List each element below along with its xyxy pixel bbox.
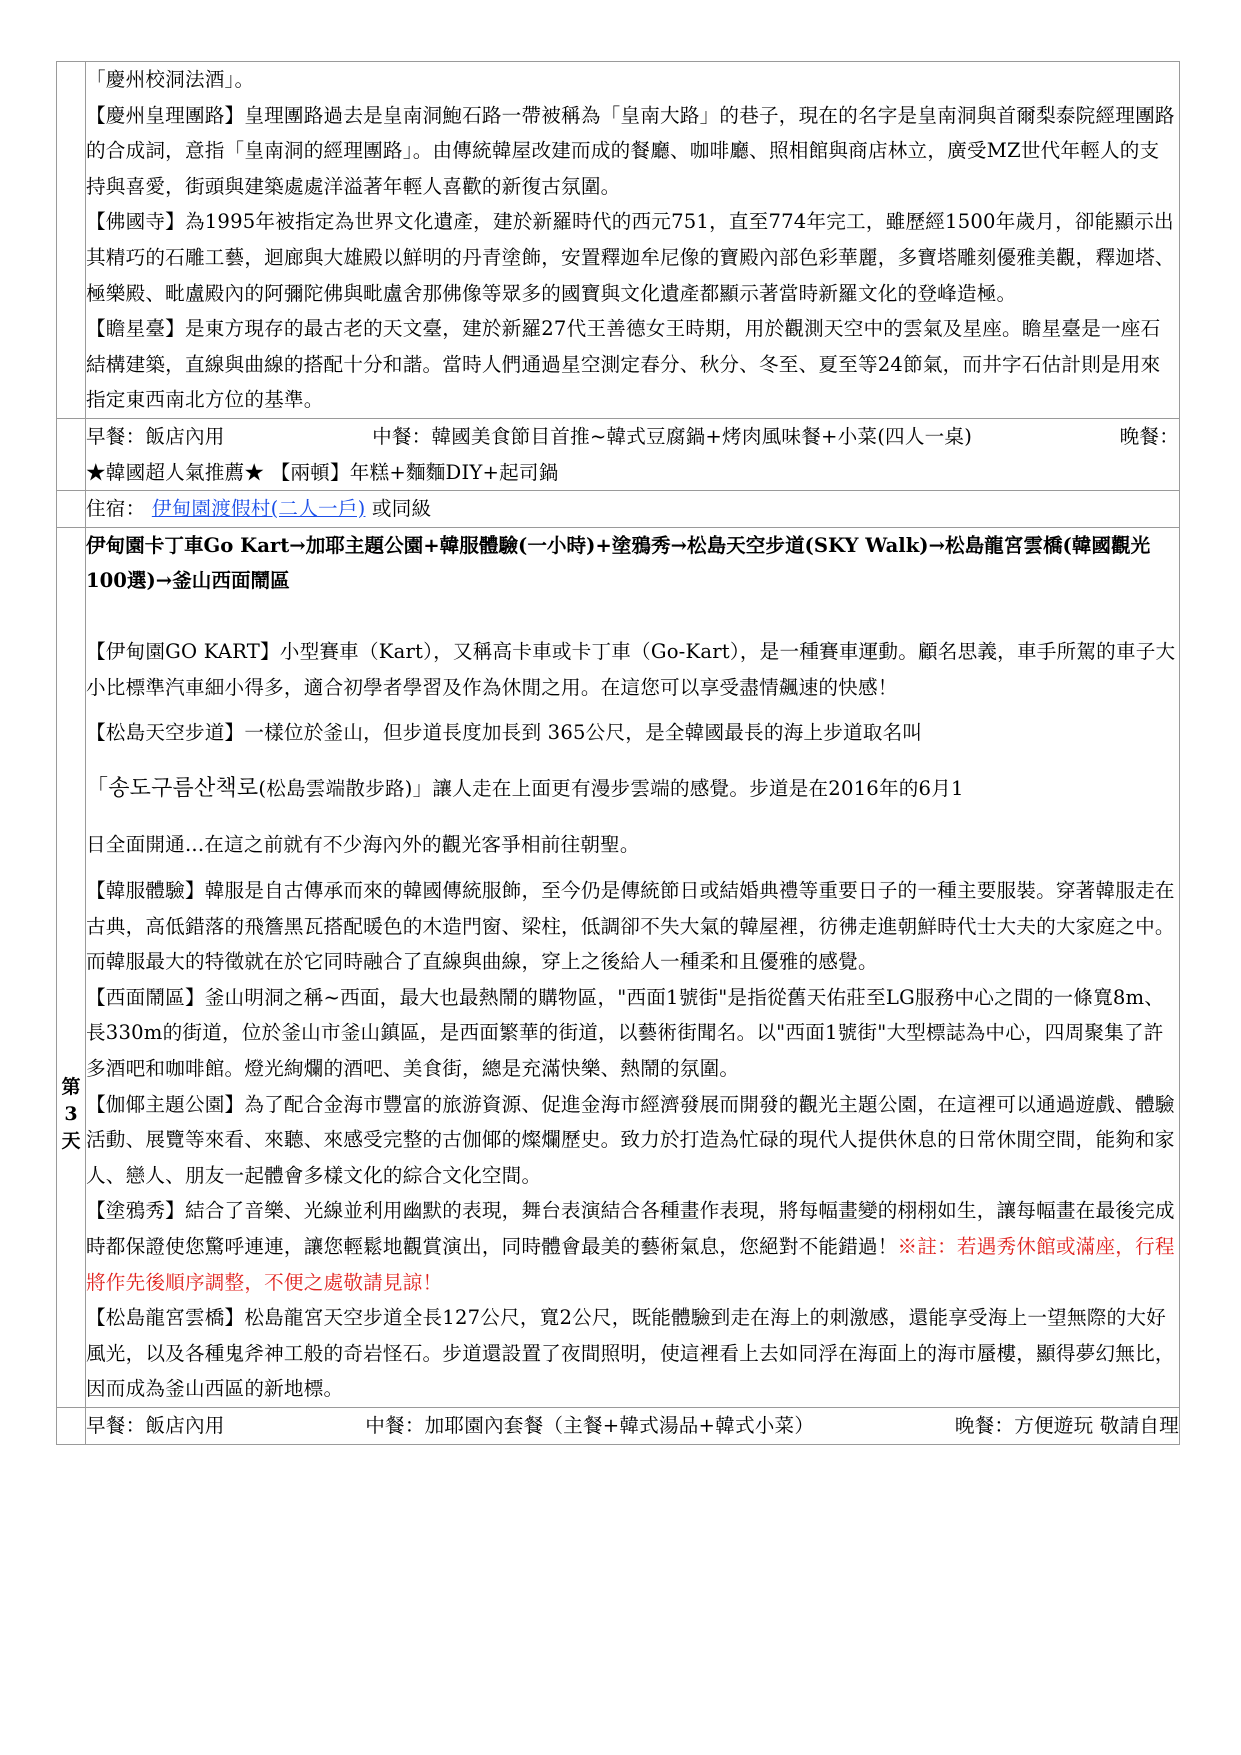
day3-breakfast: 早餐：飯店內用 (86, 1414, 225, 1437)
day3-dinner: 晚餐：方便遊玩 敬請自理 (954, 1414, 1179, 1437)
day3-paragraph-skywalk-open: 日全面開通...在這之前就有不少海內外的觀光客爭相前往朝聖。 (86, 833, 640, 857)
day2-paragraph: 「慶州校洞法酒」。 (86, 68, 255, 91)
day2-breakfast: 早餐：飯店內用 (86, 424, 225, 448)
day3-paragraph-skywalk: 【松島天空步道】一樣位於釜山，但步道長度加長到 365公尺，是全韓國最長的海上步道取名叫 (86, 721, 923, 745)
day2-label-cell (57, 62, 86, 419)
day2-accommodation-cell (86, 491, 1180, 528)
graffiti-note: ※註：若遇秀休館或滿座，行程將作先後順序調整，不便之處敬請見諒！ (86, 1235, 1175, 1294)
day2-description-cell (86, 62, 1180, 419)
day-label-char: 天 (61, 1129, 81, 1152)
graffiti-desc: 【塗鴉秀】結合了音樂、光線並利用幽默的表現，舞台表演結合各種畫作表現，將每幅畫變的栩栩如生，讓每幅畫在最後完成時都保證使您驚呼連連，讓您輕鬆地觀賞演出，同時體會最美的藝術氣息，您絕對不能錯過！ (86, 1199, 1175, 1259)
day3-paragraph-gaya: 【伽倻主題公園】為了配合金海市豐富的旅游資源、促進金海市經濟發展而開發的觀光主題公園，在這裡可以通過遊戲、體驗活動、展覽等來看、來聽、來感受完整的古伽倻的燦爛歷史。致力於打造為忙碌的現代人提供休息的日常休閒空間，能夠和家人、戀人、朋友一起體會多樣文化的綜合文化空間。 (86, 1092, 1175, 1187)
stay-label: 住宿： (86, 497, 146, 521)
day3-paragraph-seomyeon: 【西面鬧區】釜山明洞之稱~西面，最大也最熱鬧的購物區，"西面1號街"是指從舊天佑莊至LG服務中心之間的一條寬8m、長330m的街道，位於釜山市釜山鎮區，是西面繁華的街道，以藝術街聞名。以"西面1號街"大型標誌為中心，四周聚集了許多酒吧和咖啡館。燈光絢爛的酒吧、美食街，總是充滿快樂、熱鬧的氛圍。 (86, 985, 1165, 1081)
day3-label (57, 528, 85, 1155)
day-label-char: 第 (61, 1075, 81, 1098)
hotel-link[interactable]: 伊甸園渡假村(二人一戶) (151, 497, 366, 521)
day3-paragraph-graffiti (86, 1193, 1179, 1300)
day2-paragraph-hwangnidan: 【慶州皇理團路】皇理團路過去是皇南洞鮑石路一帶被稱為「皇南大路」的巷子，現在的名字是皇南洞與首爾梨泰院經理團路的合成詞，意指「皇南洞的經理團路」。由傳統韓屋改建而成的餐廳、咖啡廳、照相館與商店林立，廣受MZ世代年輕人的支持與喜愛，街頭與建築處處洋溢著年輕人喜歡的新復古氛圍。 (86, 103, 1175, 198)
day2-accommodation (86, 491, 1179, 527)
day3-paragraph-yonggung: 【松島龍宮雲橋】松島龍宮天空步道全長127公尺，寬2公尺，既能體驗到走在海上的刺激感，還能享受海上一望無際的大好風光，以及各種鬼斧神工般的奇岩怪石。步道還設置了夜間照明，使這裡看上去如同浮在海面上的海市蜃樓，顯得夢幻無比，因而成為釜山西區的新地標。 (86, 1306, 1175, 1401)
day3-description-cell (86, 527, 1180, 1407)
day2-meals-cell (86, 418, 1180, 490)
day3-label-cell (57, 527, 86, 1407)
day3-meals-row (86, 1408, 1179, 1444)
day3-paragraph-gokart: 【伊甸園GO KART】小型賽車（Kart），又稱高卡車或卡丁車（Go-Kart），是一種賽車運動。顧名思義，車手所駕的車子大小比標準汽車細小得多，適合初學者學習及作為休閒之用。在這您可以享受盡情飆速的快感！ (86, 639, 1176, 699)
itinerary-table (56, 61, 1180, 1445)
day3-meals-cell (86, 1408, 1180, 1445)
day2-paragraph-bulguksa: 【佛國寺】為1995年被指定為世界文化遺產，建於新羅時代的西元751，直至774年完工，雖歷經1500年歲月，卻能顯示出其精巧的石雕工藝，迴廊與大雄殿以鮮明的丹青塗飾，安置釋迦牟尼像的寶殿內部色彩華麗，多寶塔雕刻優雅美觀，釋迦塔、極樂殿、毗盧殿內的阿彌陀佛與毗盧舍那佛像等眾多的國寶與文化遺產都顯示著當時新羅文化的登峰造極。 (86, 210, 1175, 305)
skywalk-desc: (松島雲端散步路)」讓人走在上面更有漫步雲端的感覺。步道是在2016年的6月1 (258, 777, 964, 801)
day3-paragraph-hanbok: 【韓服體驗】韓服是自古傳承而來的韓國傳統服飾，至今仍是傳統節日或結婚典禮等重要日子的一種主要服裝。穿著韓服走在古典，高低錯落的飛簷黑瓦搭配暖色的木造門窗、梁柱，低調卻不失大氣的韓屋裡，彷彿走進朝鮮時代士大夫的大家庭之中。而韓服最大的特徵就在於它同時融合了直線與曲線，穿上之後給人一種柔和且優雅的感覺。 (86, 879, 1175, 974)
day3-paragraph-skywalk-name (86, 761, 1179, 817)
day2-dinner: ★韓國超人氣推薦★ 【兩頓】年糕+麵麵DIY+起司鍋 (86, 460, 559, 484)
day2-paragraph-cheomseongdae: 【瞻星臺】是東方現存的最古老的天文臺，建於新羅27代王善德女王時期，用於觀測天空中的雲氣及星座。瞻星臺是一座石結構建築，直線與曲線的搭配十分和諧。當時人們通過星空測定春分、秋分、冬至、夏至等24節氣，而井字石估計則是用來指定東西南北方位的基準。 (86, 317, 1161, 412)
day3-lunch: 中餐：加耶園內套餐（主餐+韓式湯品+韓式小菜） (365, 1414, 815, 1437)
day2-meals-row (86, 419, 1179, 455)
stay-suffix: 或同級 (371, 497, 432, 521)
day2-dinner-label: 晚餐： (1119, 424, 1179, 448)
day2-lunch: 中餐：韓國美食節目首推~韓式豆腐鍋+烤肉風味餐+小菜(四人一桌) (372, 424, 973, 448)
day-label-number: 3 (64, 1102, 78, 1125)
korean-name: 「송도구름산책로 (86, 776, 259, 802)
day3-route-title: 伊甸園卡丁車Go Kart→加耶主題公園+韓服體驗(一小時)+塗鴉秀→松島天空步道(SKY Walk)→松島龍宮雲橋(韓國觀光100選)→釜山西面鬧區 (86, 533, 1151, 593)
